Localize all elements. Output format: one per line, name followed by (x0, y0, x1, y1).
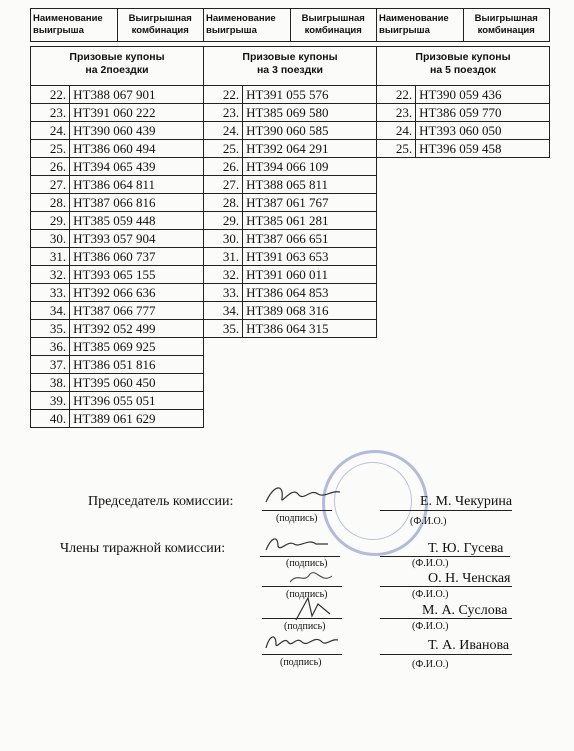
table-row (31, 392, 204, 410)
prize-number: 26. (31, 158, 70, 176)
winning-combination: НТ385 059 448 (70, 212, 204, 230)
winning-combination: НТ387 061 767 (243, 194, 377, 212)
winning-combination: НТ391 055 576 (243, 86, 377, 104)
member2-signature (286, 566, 336, 588)
prize-number: 24. (377, 122, 416, 140)
prize-number: 22. (377, 86, 416, 104)
table-row (31, 302, 204, 320)
table-row (204, 230, 377, 248)
chair-fio-hint: (Ф.И.О.) (410, 516, 447, 527)
table-row (31, 86, 204, 104)
prize-number: 37. (31, 356, 70, 374)
chair-label: Председатель комиссии: (88, 494, 234, 509)
table-row (204, 266, 377, 284)
table-row (31, 266, 204, 284)
table-row (31, 230, 204, 248)
group-title-line2: на 2поездки (85, 64, 149, 76)
results-column-5-trips (376, 85, 550, 158)
table-row (31, 158, 204, 176)
members-label: Члены тиражной комиссии: (60, 541, 226, 556)
table-row (377, 122, 550, 140)
winning-combination: НТ386 060 737 (70, 248, 204, 266)
winning-combination: НТ388 065 811 (243, 176, 377, 194)
winning-combination: НТ391 060 222 (70, 104, 204, 122)
member4-signature (262, 628, 342, 654)
prize-number: 23. (31, 104, 70, 122)
table-row (377, 86, 550, 104)
prize-number: 33. (204, 284, 243, 302)
table-row (204, 284, 377, 302)
winning-combination: НТ394 066 109 (243, 158, 377, 176)
prize-number: 27. (204, 176, 243, 194)
group-title-3-trips (203, 46, 377, 86)
table-row (31, 356, 204, 374)
prize-number: 28. (204, 194, 243, 212)
prize-number: 38. (31, 374, 70, 392)
official-stamp-inner (334, 462, 412, 540)
winning-combination: НТ385 069 925 (70, 338, 204, 356)
table-row (31, 320, 204, 338)
prize-number: 30. (204, 230, 243, 248)
prize-number: 29. (204, 212, 243, 230)
member4-sign-hint: (подпись) (280, 657, 322, 668)
header-row (30, 8, 550, 42)
chair-sign-hint: (подпись) (276, 513, 318, 524)
member2-sign-hint: (подпись) (286, 589, 328, 600)
table-row (31, 410, 204, 428)
prize-number: 31. (204, 248, 243, 266)
prize-number: 24. (31, 122, 70, 140)
winning-combination: НТ396 059 458 (416, 140, 550, 158)
winning-combination: НТ389 061 629 (70, 410, 204, 428)
winning-combination: НТ395 060 450 (70, 374, 204, 392)
table-row (377, 140, 550, 158)
table-row (31, 248, 204, 266)
winning-combination: НТ392 066 636 (70, 284, 204, 302)
table-row (204, 86, 377, 104)
table-row (377, 104, 550, 122)
winning-combination: НТ391 063 653 (243, 248, 377, 266)
winning-combination: НТ392 052 499 (70, 320, 204, 338)
header-name-2: Наименование выигрыша (204, 9, 291, 42)
prize-number: 28. (31, 194, 70, 212)
winning-combination: НТ386 064 853 (243, 284, 377, 302)
prize-number: 31. (31, 248, 70, 266)
group-title-line1: Призовые купоны (69, 51, 165, 63)
member3-name: М. А. Суслова (422, 603, 508, 618)
chair-sign-line (262, 510, 332, 511)
chair-signature (262, 480, 342, 510)
prize-number: 32. (204, 266, 243, 284)
member4-name-line (380, 654, 512, 655)
prize-number: 40. (31, 410, 70, 428)
table-row (31, 140, 204, 158)
group-title-line2: на 5 поездок (429, 64, 496, 76)
header-combo-1: Выигрышная комбинация (117, 9, 204, 42)
prize-number: 25. (377, 140, 416, 158)
prize-number: 34. (31, 302, 70, 320)
winning-combination: НТ392 064 291 (243, 140, 377, 158)
winning-combination: НТ390 059 436 (416, 86, 550, 104)
winning-combination: НТ394 065 439 (70, 158, 204, 176)
prize-number: 25. (204, 140, 243, 158)
table-row (31, 212, 204, 230)
member3-sign-hint: (подпись) (284, 621, 326, 632)
table-row (204, 248, 377, 266)
prize-number: 26. (204, 158, 243, 176)
winning-combination: НТ391 060 011 (243, 266, 377, 284)
winning-combination: НТ389 068 316 (243, 302, 377, 320)
table-row (31, 284, 204, 302)
prize-number: 32. (31, 266, 70, 284)
header-combo-2: Выигрышная комбинация (290, 9, 377, 42)
group-title-line2: на 3 поездки (256, 64, 324, 76)
table-row (31, 338, 204, 356)
prize-number: 27. (31, 176, 70, 194)
results-column-3-trips (203, 85, 377, 338)
table-row (204, 158, 377, 176)
prize-number: 22. (31, 86, 70, 104)
table-row (204, 212, 377, 230)
prize-number: 33. (31, 284, 70, 302)
prize-number: 36. (31, 338, 70, 356)
winning-combination: НТ388 067 901 (70, 86, 204, 104)
winning-combination: НТ393 060 050 (416, 122, 550, 140)
prize-number: 35. (204, 320, 243, 338)
group-title-2-trips (30, 46, 204, 86)
member2-fio-hint: (Ф.И.О.) (412, 589, 449, 600)
member3-signature (290, 594, 336, 624)
table-row (31, 374, 204, 392)
prize-number: 35. (31, 320, 70, 338)
member4-sign-line (262, 654, 342, 655)
group-title-line1: Призовые купоны (415, 51, 511, 63)
prize-number: 22. (204, 86, 243, 104)
chair-name-line (380, 510, 512, 511)
winning-combination: НТ393 065 155 (70, 266, 204, 284)
prize-number: 29. (31, 212, 70, 230)
member4-fio-hint: (Ф.И.О.) (412, 659, 449, 670)
member1-signature (262, 532, 332, 556)
winning-combination: НТ386 064 811 (70, 176, 204, 194)
table-row (204, 176, 377, 194)
winning-combination: НТ386 059 770 (416, 104, 550, 122)
header-combo-3: Выигрышная комбинация (463, 9, 550, 42)
prize-number: 23. (204, 104, 243, 122)
winning-combination: НТ396 055 051 (70, 392, 204, 410)
table-row (204, 320, 377, 338)
table-row (204, 194, 377, 212)
winning-combination: НТ387 066 816 (70, 194, 204, 212)
winning-combination: НТ386 051 816 (70, 356, 204, 374)
winning-combination: НТ386 060 494 (70, 140, 204, 158)
table-row (31, 104, 204, 122)
header-name-3: Наименование выигрыша (377, 9, 464, 42)
table-row (204, 104, 377, 122)
winning-combination: НТ385 061 281 (243, 212, 377, 230)
table-row (204, 140, 377, 158)
member4-name: Т. А. Иванова (428, 638, 510, 653)
header-name-1: Наименование выигрыша (31, 9, 118, 42)
member2-name: О. Н. Ченская (428, 571, 511, 586)
table-row (204, 122, 377, 140)
table-row (204, 302, 377, 320)
prize-number: 30. (31, 230, 70, 248)
prize-number: 34. (204, 302, 243, 320)
prize-number: 39. (31, 392, 70, 410)
prize-number: 23. (377, 104, 416, 122)
member1-fio-hint: (Ф.И.О.) (412, 558, 449, 569)
member1-sign-hint: (подпись) (286, 558, 328, 569)
group-title-5-trips (376, 46, 550, 86)
prize-number: 25. (31, 140, 70, 158)
table-row (31, 194, 204, 212)
winning-combination: НТ385 069 580 (243, 104, 377, 122)
results-column-2-trips (30, 85, 204, 428)
winning-combination: НТ386 064 315 (243, 320, 377, 338)
winning-combination: НТ390 060 439 (70, 122, 204, 140)
member1-sign-line (260, 556, 340, 557)
table-row (31, 176, 204, 194)
table-row (31, 122, 204, 140)
winning-combination: НТ393 057 904 (70, 230, 204, 248)
member1-name: Т. Ю. Гусева (428, 541, 504, 556)
winning-combination: НТ390 060 585 (243, 122, 377, 140)
group-title-line1: Призовые купоны (242, 51, 338, 63)
member3-fio-hint: (Ф.И.О.) (412, 621, 449, 632)
winning-combination: НТ387 066 777 (70, 302, 204, 320)
chair-name: Е. М. Чекурина (420, 494, 513, 509)
prize-number: 24. (204, 122, 243, 140)
winning-combination: НТ387 066 651 (243, 230, 377, 248)
